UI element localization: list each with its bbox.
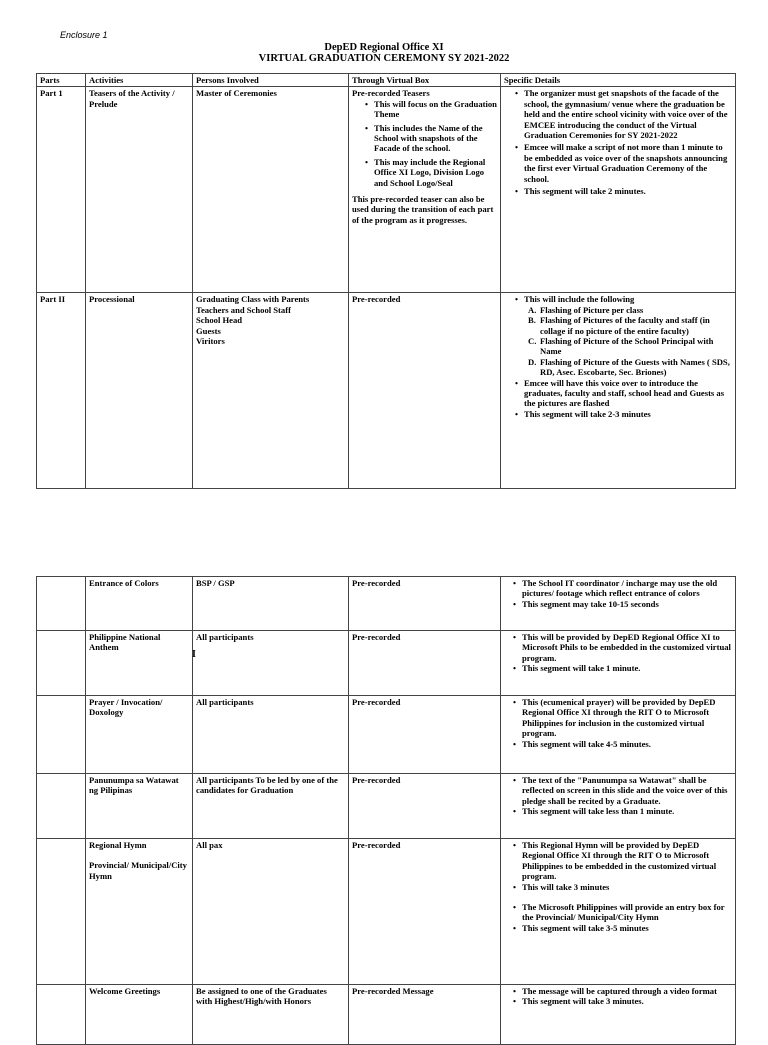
virtual-heading: Pre-recorded Teasers [352,88,430,99]
persons-line: Graduating Class with Parents [196,294,310,305]
cell-details [501,696,736,774]
virtual-note: This pre-recorded teaser can also be used during the transition of each part of the program as it progresses. [352,194,494,225]
cell-activity [86,839,193,985]
table-row [37,696,736,774]
cell-part: Part II [37,293,86,489]
cell-part [37,631,86,696]
table-row [37,985,736,1045]
list-item: • This segment will take 1 minute. [512,663,732,673]
header-activities: Activities [86,74,193,87]
item-text: Flashing of Picture of the School Principal with Name [540,336,714,357]
persons-line: Guests [196,325,221,336]
cell-virtual: Pre-recorded [349,839,501,985]
cell-details [501,985,736,1045]
title-line-1: DepED Regional Office XI [324,42,444,53]
list-item: • This segment will take 2 minutes. [514,186,732,196]
details-bullet-list [504,986,732,1007]
item-text: Flashing of Picture per class [540,304,644,315]
cell-persons: All participants To be led by one of the candidates for Graduation [193,774,349,839]
cell-part [37,577,86,631]
title-line-2: VIRTUAL GRADUATION CEREMONY SY 2021-2022 [258,53,510,64]
table-row-part-1 [37,87,736,293]
cell-part: Part 1 [37,87,86,293]
lettered-item [514,305,732,315]
table-row [37,839,736,985]
details-lettered-list [504,305,732,378]
cell-part [37,985,86,1045]
list-item: • The organizer must get snapshots of the facade of the school, the gymnasium/ venue where the graduation be held and the entire school vicinity with voice over of the EMCEE introducing the conduct of the Virtual Graduation Ceremonies for SY 2021-2022 [514,88,732,140]
cell-details [501,631,736,696]
cell-persons: BSP / GSP [193,577,349,631]
program-table-page-1 [36,73,736,489]
list-item: • This includes the Name of the School with snapshots of the Facade of the school. [364,123,497,154]
persons-line: School Head [196,315,243,326]
list-item: • This segment will take 3-5 minutes [512,923,732,933]
cell-activity: Entrance of Colors [86,577,193,631]
lettered-item [514,315,732,336]
list-item: • This segment will take less than 1 minute. [512,806,732,816]
cell-virtual: Pre-recorded [349,293,501,489]
list-item: • The School IT coordinator / incharge may use the old pictures/ footage which reflect entrance of colors [512,578,732,599]
item-letter: A. [528,304,537,315]
item-letter: D. [528,356,537,367]
list-item: • This segment will take 4-5 minutes. [512,739,732,749]
activity-line: Regional Hymn [89,840,147,850]
list-item: • The Microsoft Philippines will provide an entry box for the Provincial/ Municipal/City Hymn [512,902,732,923]
details-bullet-list [504,632,732,674]
activity-line: Provincial/ Municipal/City Hymn [89,860,187,881]
details-bullet-list [504,840,732,933]
cell-persons: All participants [193,631,349,696]
cell-part [37,696,86,774]
virtual-bullet-list [352,99,497,188]
list-item: • This will focus on the Graduation Theme [364,99,497,120]
list-item: • Emcee will make a script of not more than 1 minute to be embedded as voice over of the snapshots announcing the first ever Virtual Graduation Ceremony of the school. [514,142,732,184]
lettered-item [514,336,732,357]
cell-details [501,293,736,489]
list-item: • This will include the following [514,294,732,304]
lettered-item [514,357,732,378]
item-letter: B. [528,315,536,326]
details-after-list [504,378,732,420]
cell-details [501,839,736,985]
list-item: • This segment will take 2-3 minutes [514,409,732,419]
list-item: • This will be provided by DepED Regional Office XI to Microsoft Phils to be embedded in the customized virtual program. [512,632,732,663]
header-parts: Parts [37,74,86,87]
persons-line: Teachers and School Staff [196,304,291,315]
item-letter: C. [528,336,537,347]
cell-virtual: Pre-recorded [349,696,501,774]
header-details: Specific Details [501,74,736,87]
cell-persons: Master of Ceremonies [193,87,349,293]
table-row [37,774,736,839]
item-text: Flashing of Pictures of the faculty and staff (in collage if no picture of the entire faculty) [540,315,710,336]
program-table-page-2 [36,576,736,1045]
details-intro-list [504,294,732,304]
list-item: • The message will be captured through a video format [512,986,732,996]
stray-text-mark: I [192,649,196,660]
cell-persons: All pax [193,839,349,985]
header-virtual: Through Virtual Box [349,74,501,87]
table-row [37,577,736,631]
table-row [37,631,736,696]
cell-virtual: Pre-recorded [349,774,501,839]
cell-part [37,839,86,985]
cell-activity: Processional [86,293,193,489]
details-bullet-list [504,578,732,609]
table-row-part-2 [37,293,736,489]
cell-details [501,577,736,631]
enclosure-label: Enclosure 1 [60,30,108,40]
document-title [0,42,768,64]
cell-persons: All participants [193,696,349,774]
list-item: • Emcee will have this voice over to introduce the graduates, faculty and staff, school head and Guests as the pictures are flashed [514,378,732,409]
cell-activity: Panunumpa sa Watawat ng Pilipinas [86,774,193,839]
details-bullet-list [504,88,732,196]
list-item: • This will take 3 minutes [512,882,732,892]
cell-virtual [349,87,501,293]
cell-details [501,774,736,839]
table-header-row [37,74,736,87]
cell-activity: Philippine National Anthem [86,631,193,696]
cell-activity: Prayer / Invocation/ Doxology [86,696,193,774]
cell-persons [193,293,349,489]
cell-virtual: Pre-recorded [349,631,501,696]
cell-activity: Welcome Greetings [86,985,193,1045]
cell-details [501,87,736,293]
persons-line: Viritors [196,336,225,347]
list-item: • This (ecumenical prayer) will be provided by DepED Regional Office XI through the RIT O to Microsoft Philippines for inclusion in the customized virtual program. [512,697,732,739]
list-item: • This Regional Hymn will be provided by DepED Regional Office XI through the RIT O to Microsoft Philippines to be embedded in the customized virtual program. [512,840,732,882]
list-item: • This may include the Regional Office XI Logo, Division Logo and School Logo/Seal [364,157,497,188]
cell-virtual: Pre-recorded [349,577,501,631]
list-item: • The text of the "Panunumpa sa Watawat" shall be reflected on screen in this slide and the voice over of this pledge shall be recited by a Graduate. [512,775,732,806]
cell-virtual: Pre-recorded Message [349,985,501,1045]
list-item: • This segment may take 10-15 seconds [512,599,732,609]
cell-activity: Teasers of the Activity / Prelude [86,87,193,293]
details-bullet-list [504,697,732,749]
details-bullet-list [504,775,732,817]
cell-part [37,774,86,839]
header-persons: Persons Involved [193,74,349,87]
list-item: • This segment will take 3 minutes. [512,996,732,1006]
cell-persons: Be assigned to one of the Graduates with Highest/High/with Honors [193,985,349,1045]
item-text: Flashing of Picture of the Guests with Names ( SDS, RD, Asec. Escobarte, Sec. Briones) [540,356,730,378]
